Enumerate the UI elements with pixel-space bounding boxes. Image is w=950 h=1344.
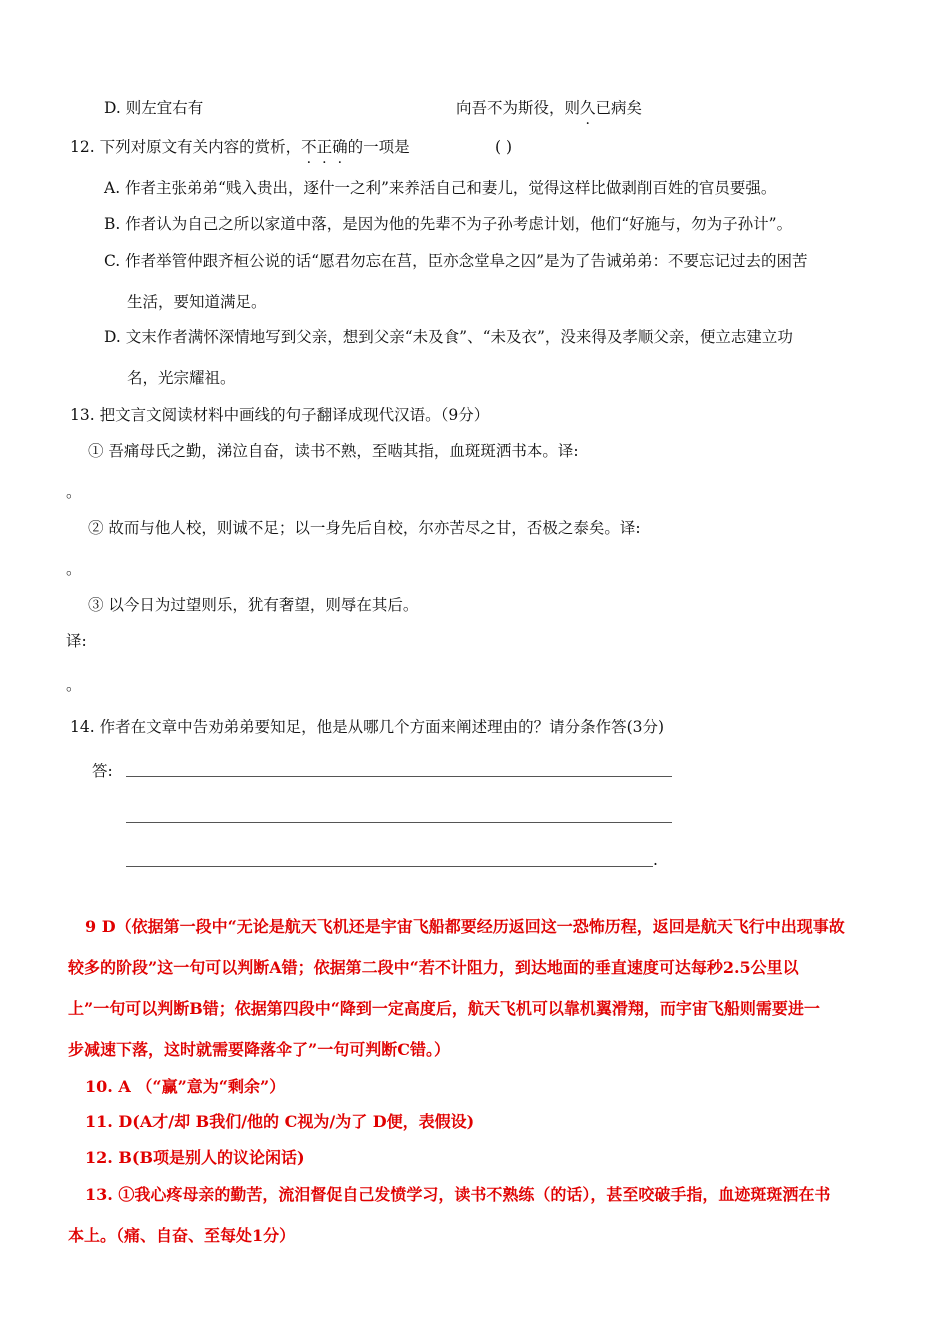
answer-13-line1: 13. ①我心疼母亲的勤苦，流泪督促自己发愤学习，读书不熟练（的话），甚至咬破手指，血迹斑斑洒在书 (85, 1185, 831, 1204)
q14-answer-period: . (653, 851, 658, 869)
answer-9-line3: 上”一句可以判断B错；依据第四段中“降到一定高度后，航天飞机可以靠机翼滑翔，而宇宙飞船则需要进一 (68, 999, 820, 1018)
q12-option-d-line1: D. 文末作者满怀深情地写到父亲，想到父亲“未及食”、“未及衣”，没来得及孝顺父亲，便立志建立功 (104, 328, 793, 346)
q12-option-c-line2: 生活，要知道满足。 (127, 293, 267, 311)
q12-answer-paren: ( ) (495, 138, 513, 156)
answer-9-line2: 较多的阶段”这一句可以判断A错；依据第二段中“若不计阻力，到达地面的垂直速度可达每秒2.5公里以 (68, 958, 799, 977)
q12-stem-pre: 12. 下列对原文有关内容的赏析， (70, 138, 302, 156)
q13-stem: 13. 把文言文阅读材料中画线的句子翻译成现代汉语。（9分） (70, 406, 490, 424)
answer-10: 10. A （“赢”意为“剩余”） (85, 1077, 286, 1096)
q13-translation-label: 译: (66, 632, 87, 650)
q11-d-right-post: 已病矣 (595, 99, 643, 117)
q12-stem-post: 的一项是 (347, 138, 410, 156)
q11-d-right-pre: 向吾不为斯役，则 (456, 99, 581, 117)
q12-option-a: A. 作者主张弟弟“贱入贵出，逐什一之利”来养活自己和妻儿，觉得这样比做剥削百姓的官员要强。 (104, 179, 777, 197)
q11-option-d-right (456, 98, 642, 118)
answer-9-line1: 9 D（依据第一段中“无论是航天飞机还是宇宙飞船都要经历返回这一恐怖历程，返回是航天飞行中出现事故 (85, 917, 845, 936)
q12-option-c-line1: C. 作者举管仲跟齐桓公说的话“愿君勿忘在莒，臣亦念堂阜之囚”是为了告诫弟弟：不要忘记过去的困苦 (104, 252, 808, 270)
q13-answer-end-3: 。 (66, 676, 82, 694)
q12-emphasis-char-3: 确 (332, 138, 348, 156)
q13-sentence-2: ② 故而与他人校，则诚不足；以一身先后自校，尔亦苦尽之甘，否极之泰矣。译: (88, 519, 641, 537)
q12-emphasis-char-1: 不 (301, 138, 317, 156)
answer-12: 12. B(B项是别人的议论闲话) (85, 1148, 305, 1167)
q14-answer-label: 答: (92, 762, 113, 780)
answer-13-line2: 本上。（痛、自奋、至每处1分） (68, 1226, 296, 1245)
answer-11: 11. D(A才/却 B我们/他的 C视为/为了 D便，表假设) (85, 1112, 475, 1131)
q14-answer-line-1[interactable] (126, 776, 672, 777)
q11-option-d: D. 则左宜右有 (104, 99, 204, 117)
q12-option-b: B. 作者认为自己之所以家道中落，是因为他的先辈不为子孙考虑计划，他们“好施与，勿为子孙计”。 (104, 215, 793, 233)
q12-emphasis-char-2: 正 (316, 138, 333, 156)
q11-d-emphasis-char: 久 (580, 99, 596, 117)
answer-9-line4: 步减速下落，这时就需要降落伞了”一句可判断C错。） (68, 1040, 450, 1059)
q13-answer-end-1: 。 (66, 483, 82, 501)
q12-stem (70, 137, 410, 157)
q14-stem: 14. 作者在文章中告劝弟弟要知足，他是从哪几个方面来阐述理由的？请分条作答(3分) (70, 718, 665, 736)
q13-sentence-1: ① 吾痛母氏之勤，涕泣自奋，读书不熟，至啮其指，血斑斑洒书本。译: (88, 442, 579, 460)
q13-answer-end-2: 。 (66, 560, 82, 578)
q12-option-d-line2: 名，光宗耀祖。 (127, 369, 236, 387)
q14-answer-line-2[interactable] (126, 822, 672, 823)
q13-sentence-3: ③ 以今日为过望则乐，犹有奢望，则辱在其后。 (88, 596, 419, 614)
q14-answer-line-3[interactable] (126, 866, 653, 867)
